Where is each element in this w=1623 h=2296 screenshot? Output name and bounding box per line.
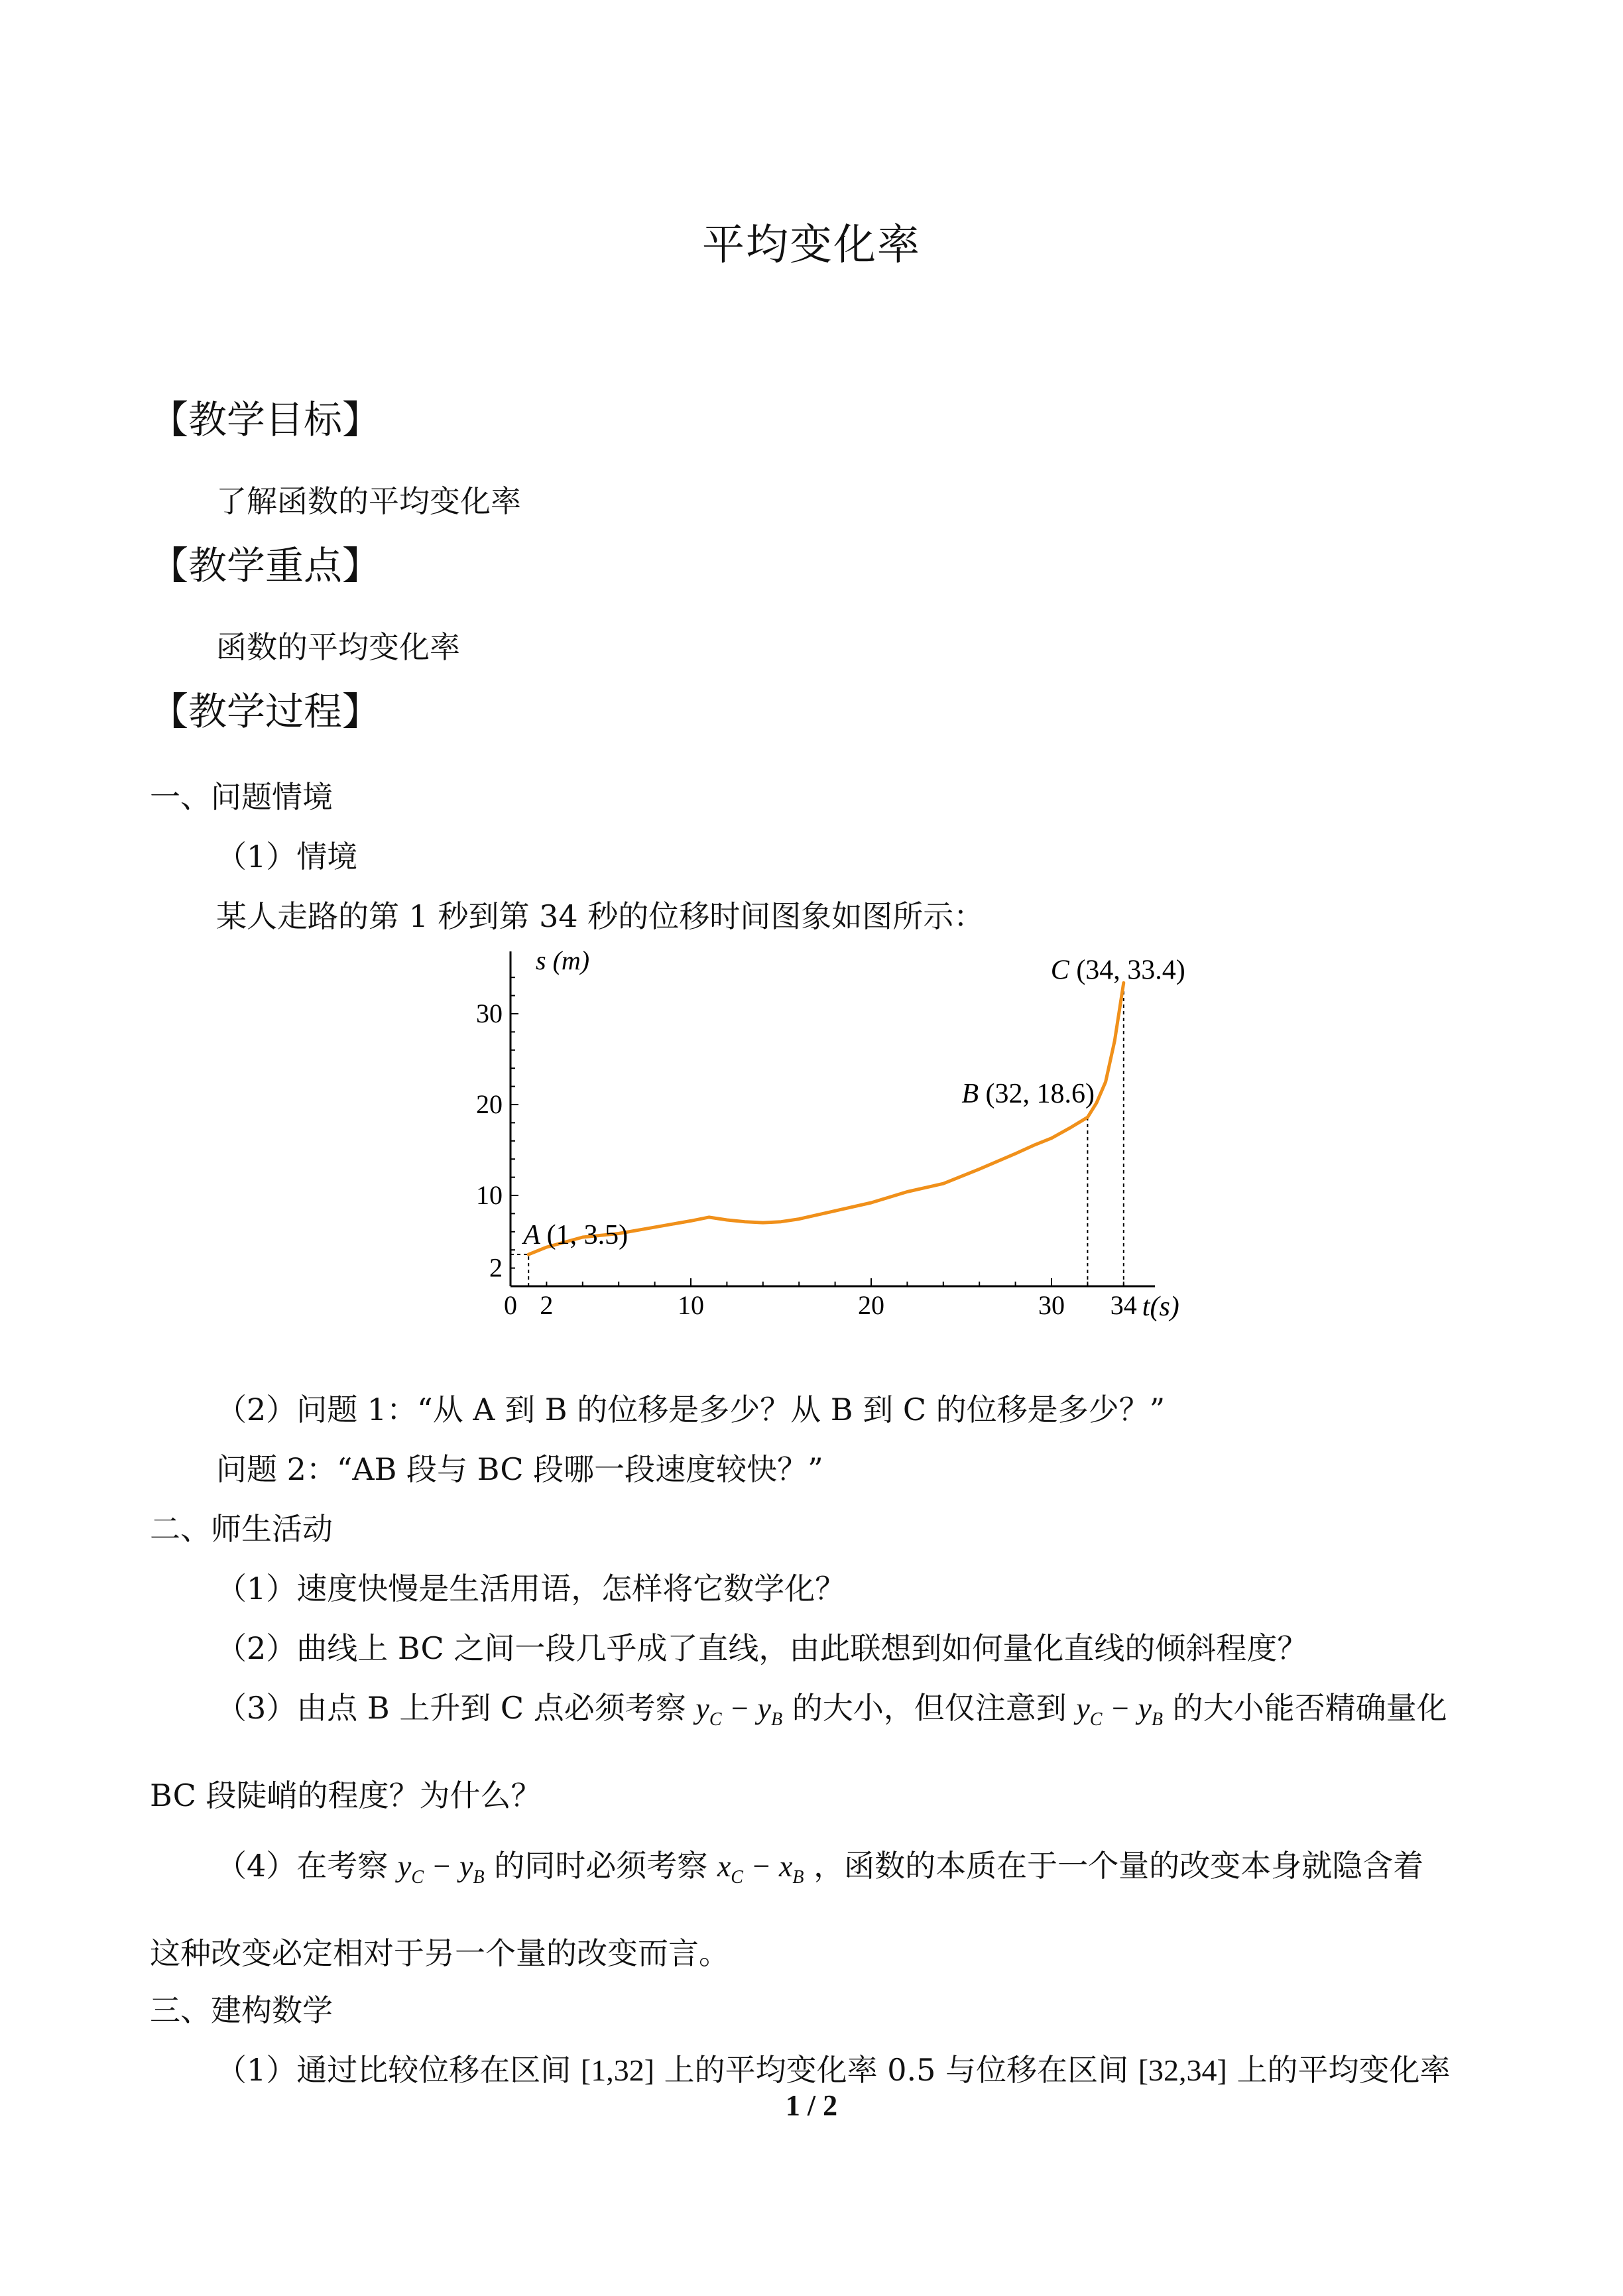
item3-text-a: （3）由点 B 上升到 C 点必须考察 <box>216 1690 686 1726</box>
y-tick-label-2: 2 <box>489 1252 503 1283</box>
displacement-curve <box>528 983 1124 1254</box>
point-coords-A: (1, 3.5) <box>546 1220 629 1251</box>
y-axis-label: s (m) <box>536 945 590 975</box>
point-coords-C: (34, 33.4) <box>1076 955 1185 986</box>
point-letter-A: A <box>523 1220 547 1251</box>
yc-minus-yb-2: $y_C - y_B$ <box>1076 1691 1164 1730</box>
construct-text-c: 上的平均变化率 <box>1236 2052 1451 2088</box>
part1-heading: 一、问题情境 <box>150 779 333 815</box>
section-heading-key: 【教学重点】 <box>150 543 381 588</box>
construct-item-1 <box>216 2046 1450 2090</box>
x-axis-label: t(s) <box>1142 1292 1179 1322</box>
x-tick-label-10: 10 <box>678 1290 704 1320</box>
interval-2: [32,34] <box>1138 2053 1227 2087</box>
displacement-time-chart <box>444 941 1240 1339</box>
interval-1: [1,32] <box>580 2053 655 2087</box>
xc-minus-xb: $x_C - x_B$ <box>717 1849 804 1888</box>
x-tick-label-2: 2 <box>540 1290 554 1320</box>
yc-minus-yb: $y_C - y_B$ <box>695 1691 783 1730</box>
point-label-B <box>961 1079 1095 1109</box>
goal-content: 了解函数的平均变化率 <box>216 483 521 519</box>
item4-text-a: （4）在考察 <box>216 1848 389 1884</box>
question-1: （2）问题 1：“从 A 到 B 的位移是多少？从 B 到 C 的位移是多少？” <box>216 1392 1166 1427</box>
point-letter-B: B <box>961 1079 986 1110</box>
activity-item-4 <box>216 1842 1423 1888</box>
section-heading-process: 【教学过程】 <box>150 689 381 734</box>
page-title: 平均变化率 <box>702 221 921 270</box>
y-tick-label-30: 30 <box>476 998 503 1028</box>
item4-text-b: 的同时必须考察 <box>494 1848 708 1884</box>
item4-text-c: ，函数的本质在于一个量的改变本身就隐含着 <box>813 1848 1424 1884</box>
item3-text-b: 的大小，但仅注意到 <box>792 1690 1067 1726</box>
construct-text-a: （1）通过比较位移在区间 <box>216 2052 571 2088</box>
key-content: 函数的平均变化率 <box>216 629 460 665</box>
x-tick-label-34: 34 <box>1110 1290 1137 1320</box>
y-tick-label-10: 10 <box>476 1180 503 1210</box>
activity-item-1: （1）速度快慢是生活用语，怎样将它数学化？ <box>216 1571 846 1606</box>
x-tick-label-0: 0 <box>504 1290 517 1320</box>
question-2: 问题 2：“AB 段与 BC 段哪一段速度较快？” <box>216 1451 823 1487</box>
scenario-text: 某人走路的第 1 秒到第 34 秒的位移时间图象如图所示： <box>216 898 985 934</box>
activity-item-3 <box>216 1684 1447 1730</box>
point-label-C <box>1051 955 1185 985</box>
construct-text-b: 上的平均变化率 0.5 与位移在区间 <box>664 2052 1129 2088</box>
point-letter-C: C <box>1050 955 1077 986</box>
part2-heading: 二、师生活动 <box>150 1511 333 1547</box>
part3-heading: 三、建构数学 <box>150 1992 333 2028</box>
part1-sub1: （1）情境 <box>216 839 358 875</box>
section-heading-goal: 【教学目标】 <box>150 397 381 442</box>
x-tick-label-20: 20 <box>858 1290 884 1320</box>
activity-item-4-cont: 这种改变必定相对于另一个量的改变而言。 <box>150 1935 729 1971</box>
point-coords-B: (32, 18.6) <box>985 1079 1095 1110</box>
item3-text-c: 的大小能否精确量化 <box>1172 1690 1447 1726</box>
y-tick-label-20: 20 <box>476 1089 503 1119</box>
point-label-A <box>521 1220 628 1250</box>
yc-minus-yb-3: $y_C - y_B$ <box>397 1849 485 1888</box>
activity-item-3-cont: BC 段陡峭的程度？为什么？ <box>150 1778 542 1813</box>
page-number: 1 / 2 <box>785 2089 838 2122</box>
activity-item-2: （2）曲线上 BC 之间一段几乎成了直线，由此联想到如何量化直线的倾斜程度？ <box>216 1630 1308 1666</box>
x-tick-label-30: 30 <box>1038 1290 1065 1320</box>
